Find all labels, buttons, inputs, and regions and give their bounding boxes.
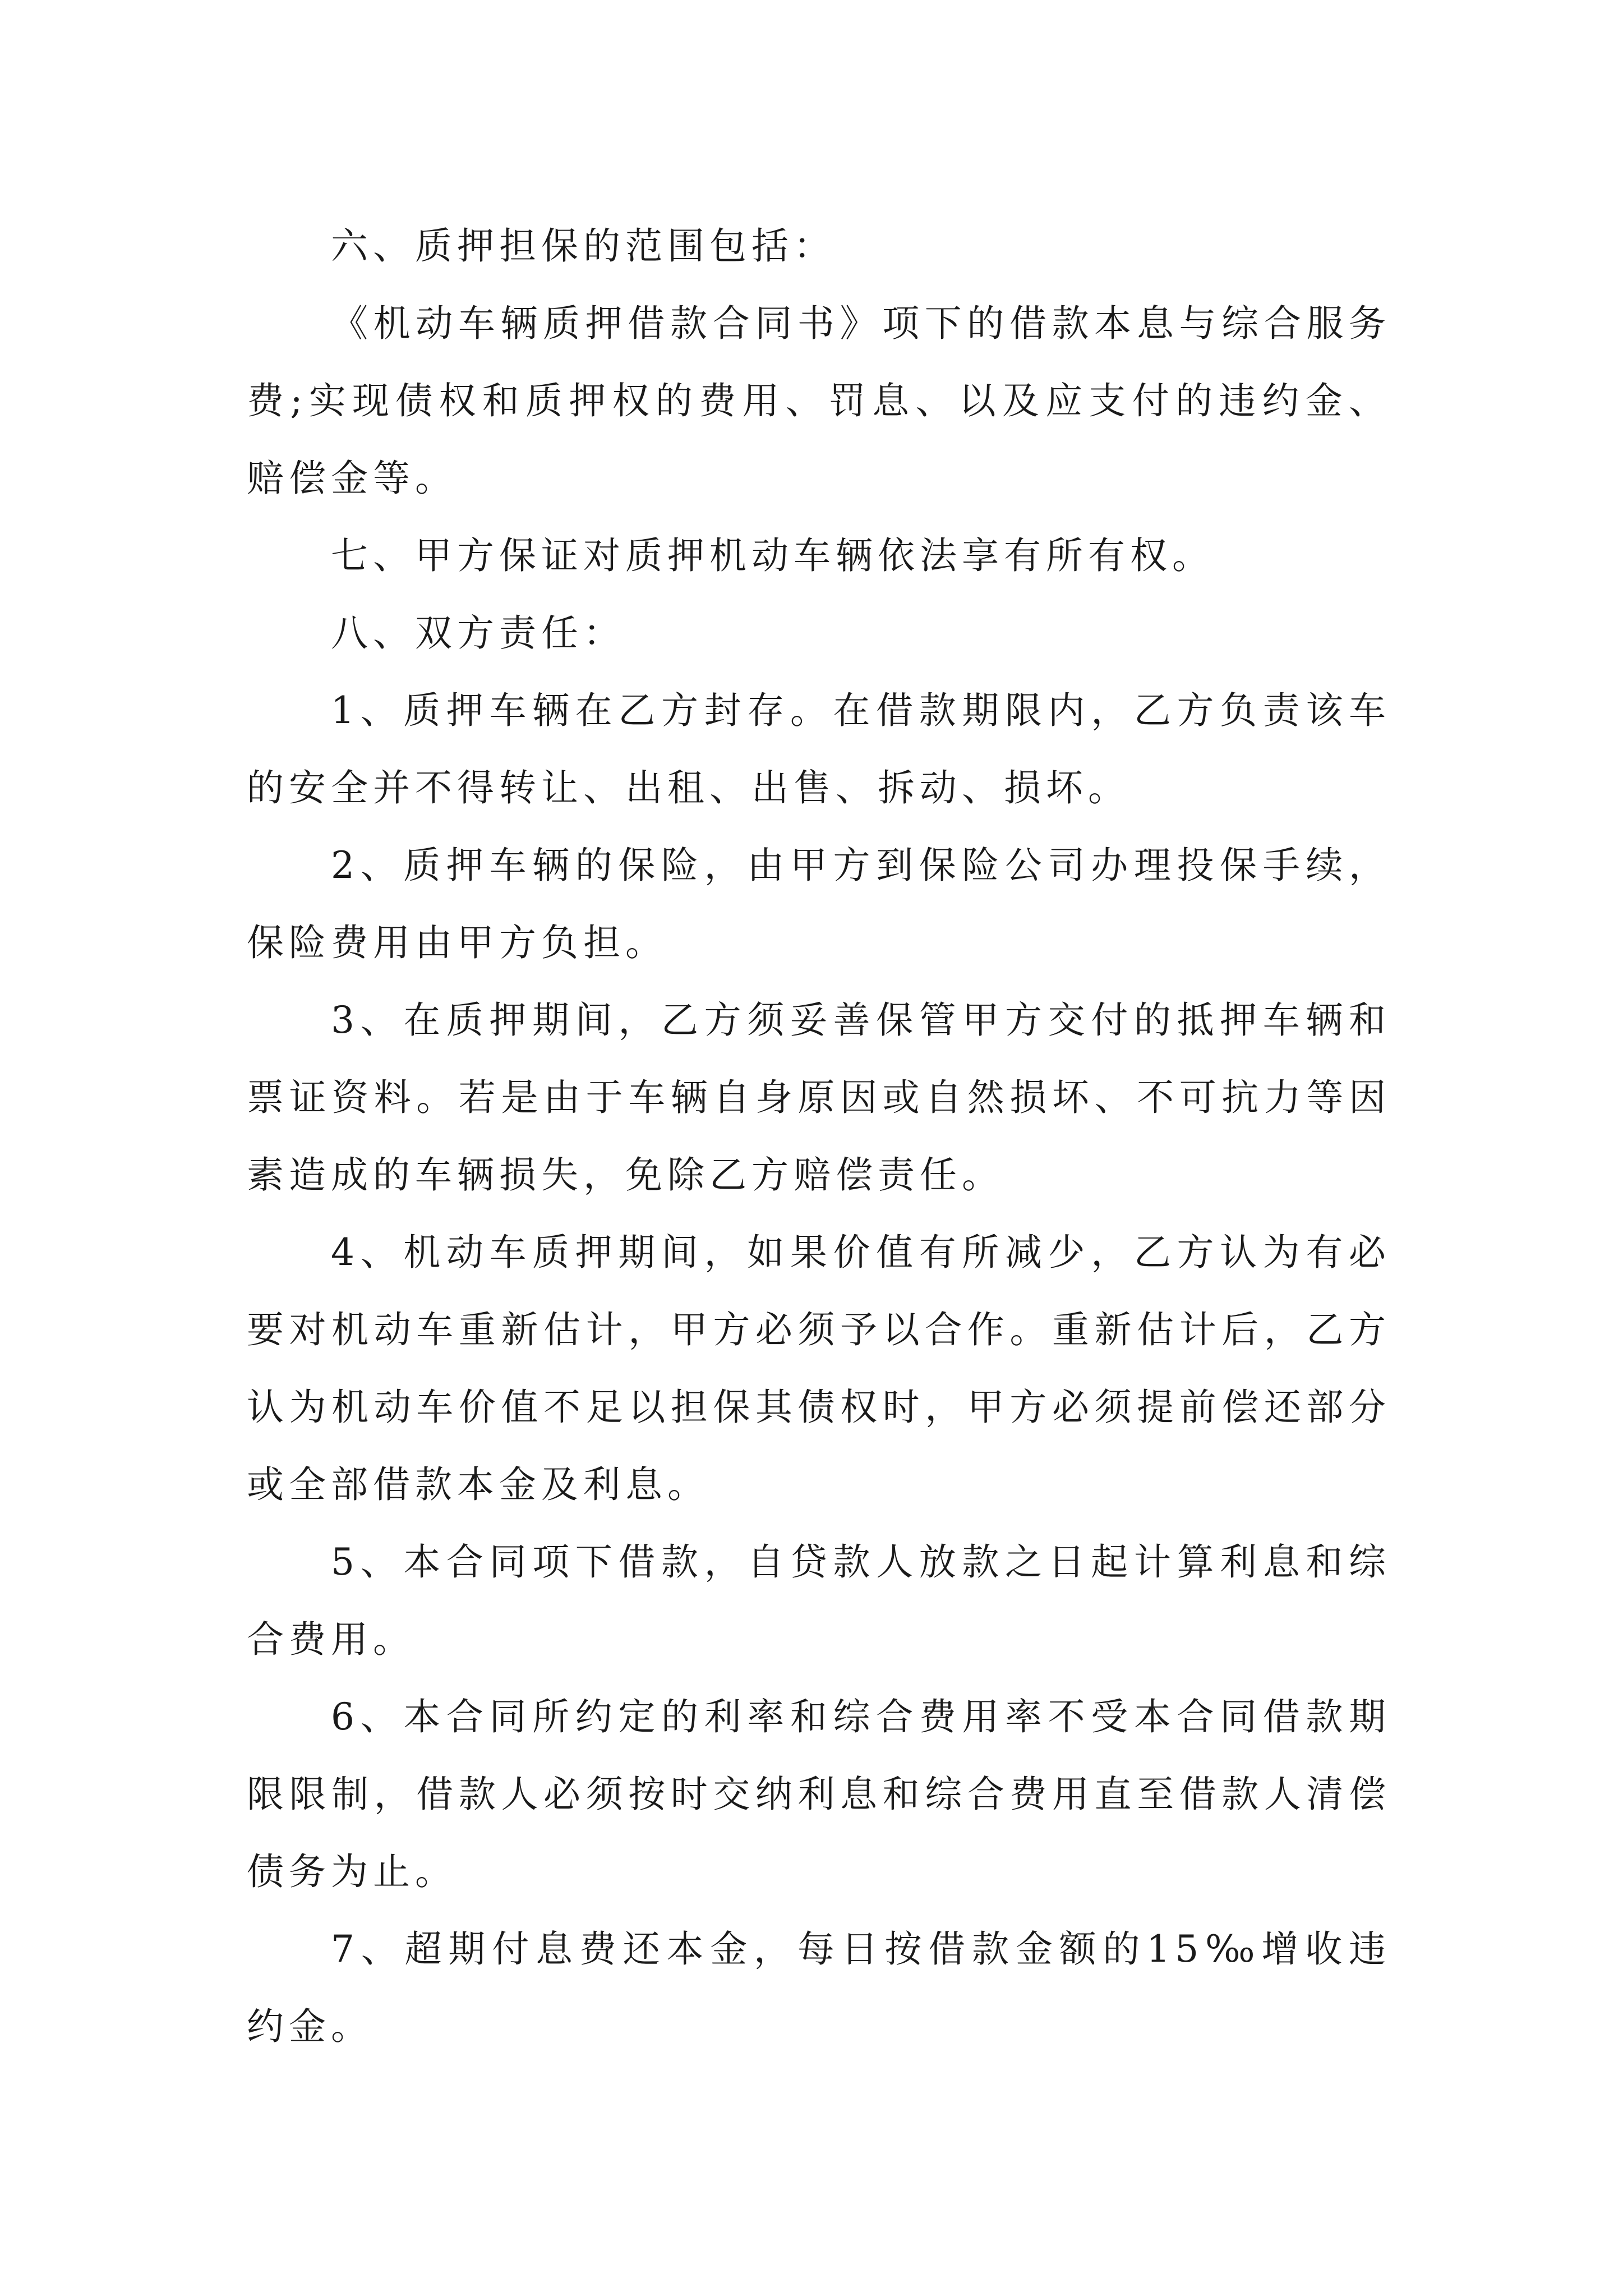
clause-5: 5、本合同项下借款，自贷款人放款之日起计算利息和综合费用。 — [247, 1540, 1391, 1661]
clause-3: 3、在质押期间，乙方须妥善保管甲方交付的抵押车辆和票证资料。若是由于车辆自身原因或自然损坏、不可抗力等因素造成的车辆损失，免除乙方赔偿责任。 — [247, 999, 1391, 1197]
section-heading-responsibilities: 八、双方责任： — [331, 611, 625, 655]
clause-4: 4、机动车质押期间，如果价值有所减少，乙方认为有必要对机动车重新估计，甲方必须予以合作。重新估计后，乙方认为机动车价值不足以担保其债权时，甲方必须提前偿还部分或全部借款本金及利息。 — [247, 1231, 1391, 1506]
clause-6: 6、本合同所约定的利率和综合费用率不受本合同借款期限限制，借款人必须按时交纳利息和综合费用直至借款人清偿债务为止。 — [247, 1695, 1391, 1893]
paragraph-guarantee-scope: 《机动车辆质押借款合同书》项下的借款本息与综合服务费;实现债权和质押权的费用、罚息、以及应支付的违约金、赔偿金等。 — [247, 302, 1391, 500]
document-body — [247, 208, 1391, 2065]
clause-2: 2、质押车辆的保险，由甲方到保险公司办理投保手续，保险费用由甲方负担。 — [247, 844, 1391, 964]
clause-7: 7、超期付息费还本金，每日按借款金额的15‰增收违约金。 — [247, 1927, 1391, 2048]
clause-1: 1、质押车辆在乙方封存。在借款期限内，乙方负责该车的安全并不得转让、出租、出售、拆动、损坏。 — [247, 689, 1391, 809]
section-heading-guarantee-scope: 六、质押担保的范围包括： — [331, 224, 836, 268]
section-heading-ownership: 七、甲方保证对质押机动车辆依法享有所有权。 — [331, 534, 1214, 577]
